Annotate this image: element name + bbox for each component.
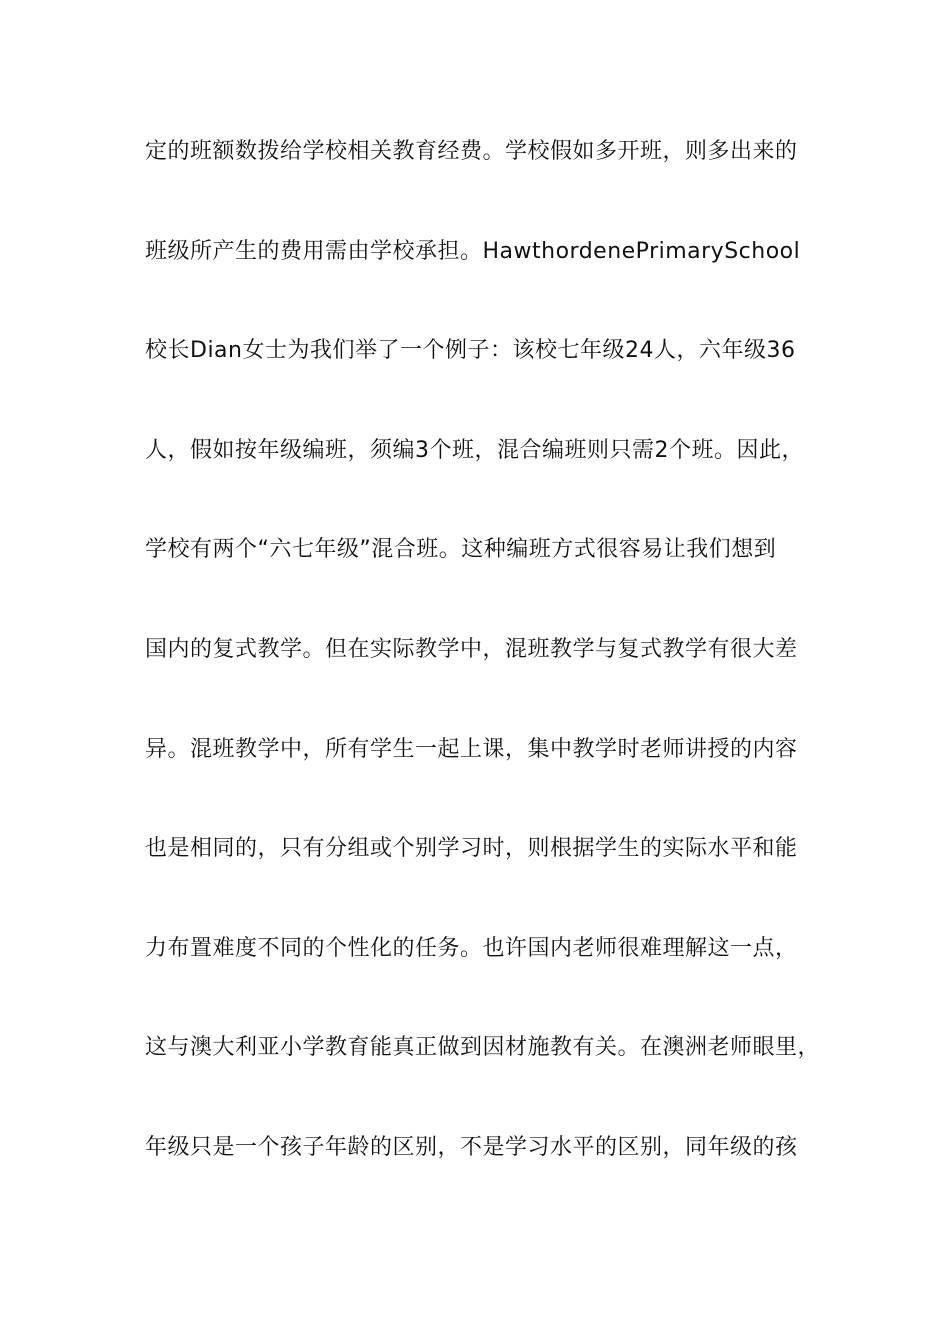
text-line: 国内的复式教学。但在实际教学中，混班教学与复式教学有很大差 xyxy=(145,636,798,662)
text-line: 力布置难度不同的个性化的任务。也许国内老师很难理解这一点， xyxy=(145,935,798,961)
text-line: 班级所产生的费用需由学校承担。HawthordenePrimarySchool xyxy=(145,238,801,264)
text-line: 这与澳大利亚小学教育能真正做到因材施教有关。在澳洲老师眼里， xyxy=(145,1035,821,1061)
text-line: 人，假如按年级编班，须编3个班，混合编班则只需2个班。因此， xyxy=(145,437,804,463)
text-line: 定的班额数拨给学校相关教育经费。学校假如多开班，则多出来的 xyxy=(145,139,798,164)
text-line: 学校有两个“六七年级”混合班。这种编班方式很容易让我们想到 xyxy=(145,537,777,563)
text-line: 异。混班教学中，所有学生一起上课，集中教学时老师讲授的内容 xyxy=(145,736,798,762)
body-text xyxy=(145,128,825,1224)
text-line: 也是相同的，只有分组或个别学习时，则根据学生的实际水平和能 xyxy=(145,836,798,862)
text-line: 年级只是一个孩子年龄的区别，不是学习水平的区别，同年级的孩 xyxy=(145,1134,798,1160)
text-line: 校长Dian女士为我们举了一个例子：该校七年级24人，六年级36 xyxy=(145,338,796,364)
